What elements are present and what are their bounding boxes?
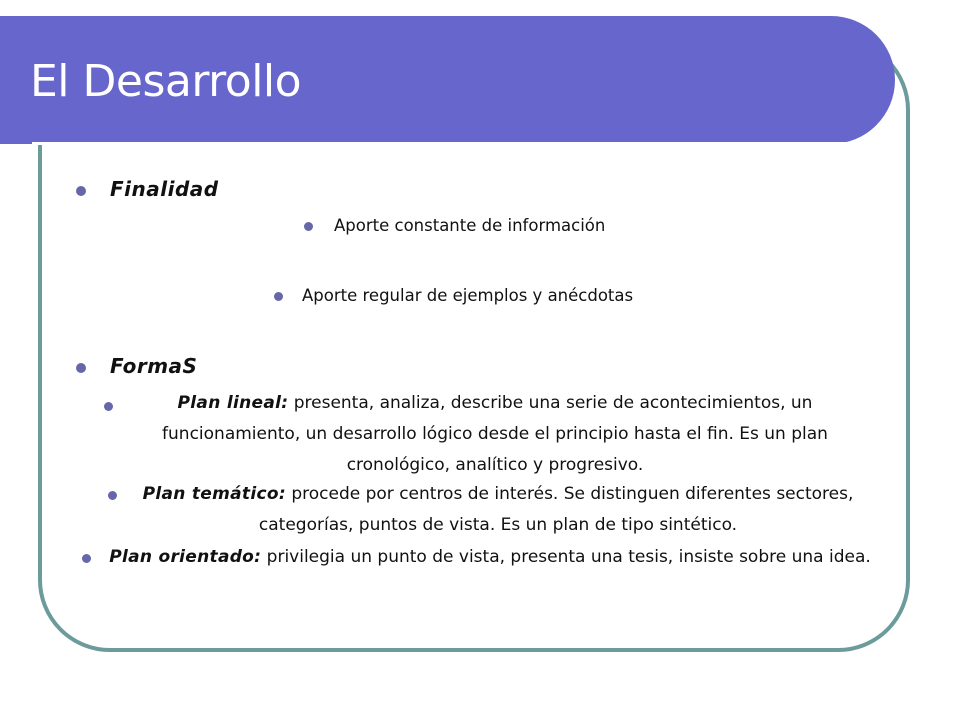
plan-lineal-text: presenta, analiza, describe una serie de acontecimientos, un funcionamiento, un desarrollo lógico desde el principio hasta el fin. Es un plan cronológico, analítico y progresivo.: [162, 393, 828, 475]
bullet-icon: [304, 222, 313, 231]
plan-tematico-text: procede por centros de interés. Se distinguen diferentes sectores, categorías, puntos de vista. Es un plan de tipo sintético.: [258, 484, 854, 535]
finalidad-item-1: Aporte constante de información: [334, 216, 606, 235]
bullet-icon: [76, 363, 86, 373]
title-bar: [0, 16, 895, 144]
plan-orientado-item: [90, 542, 890, 573]
plan-lineal-item: [110, 388, 880, 481]
plan-tematico-item: [120, 479, 876, 541]
section-heading-formas: FormaS: [110, 354, 198, 378]
plan-orientado-text: privilegia un punto de vista, presenta una tesis, insiste sobre una idea.: [261, 547, 871, 567]
bullet-icon: [274, 292, 283, 301]
finalidad-item-2: Aporte regular de ejemplos y anécdotas: [302, 286, 634, 305]
plan-tematico-term: Plan temático:: [142, 484, 286, 504]
section-heading-finalidad: Finalidad: [110, 177, 219, 201]
plan-orientado-term: Plan orientado:: [109, 547, 262, 567]
title-underline: [32, 142, 848, 145]
bullet-icon: [76, 186, 86, 196]
plan-lineal-term: Plan lineal:: [177, 393, 289, 413]
slide-title: El Desarrollo: [30, 56, 302, 107]
bullet-icon: [108, 491, 117, 500]
